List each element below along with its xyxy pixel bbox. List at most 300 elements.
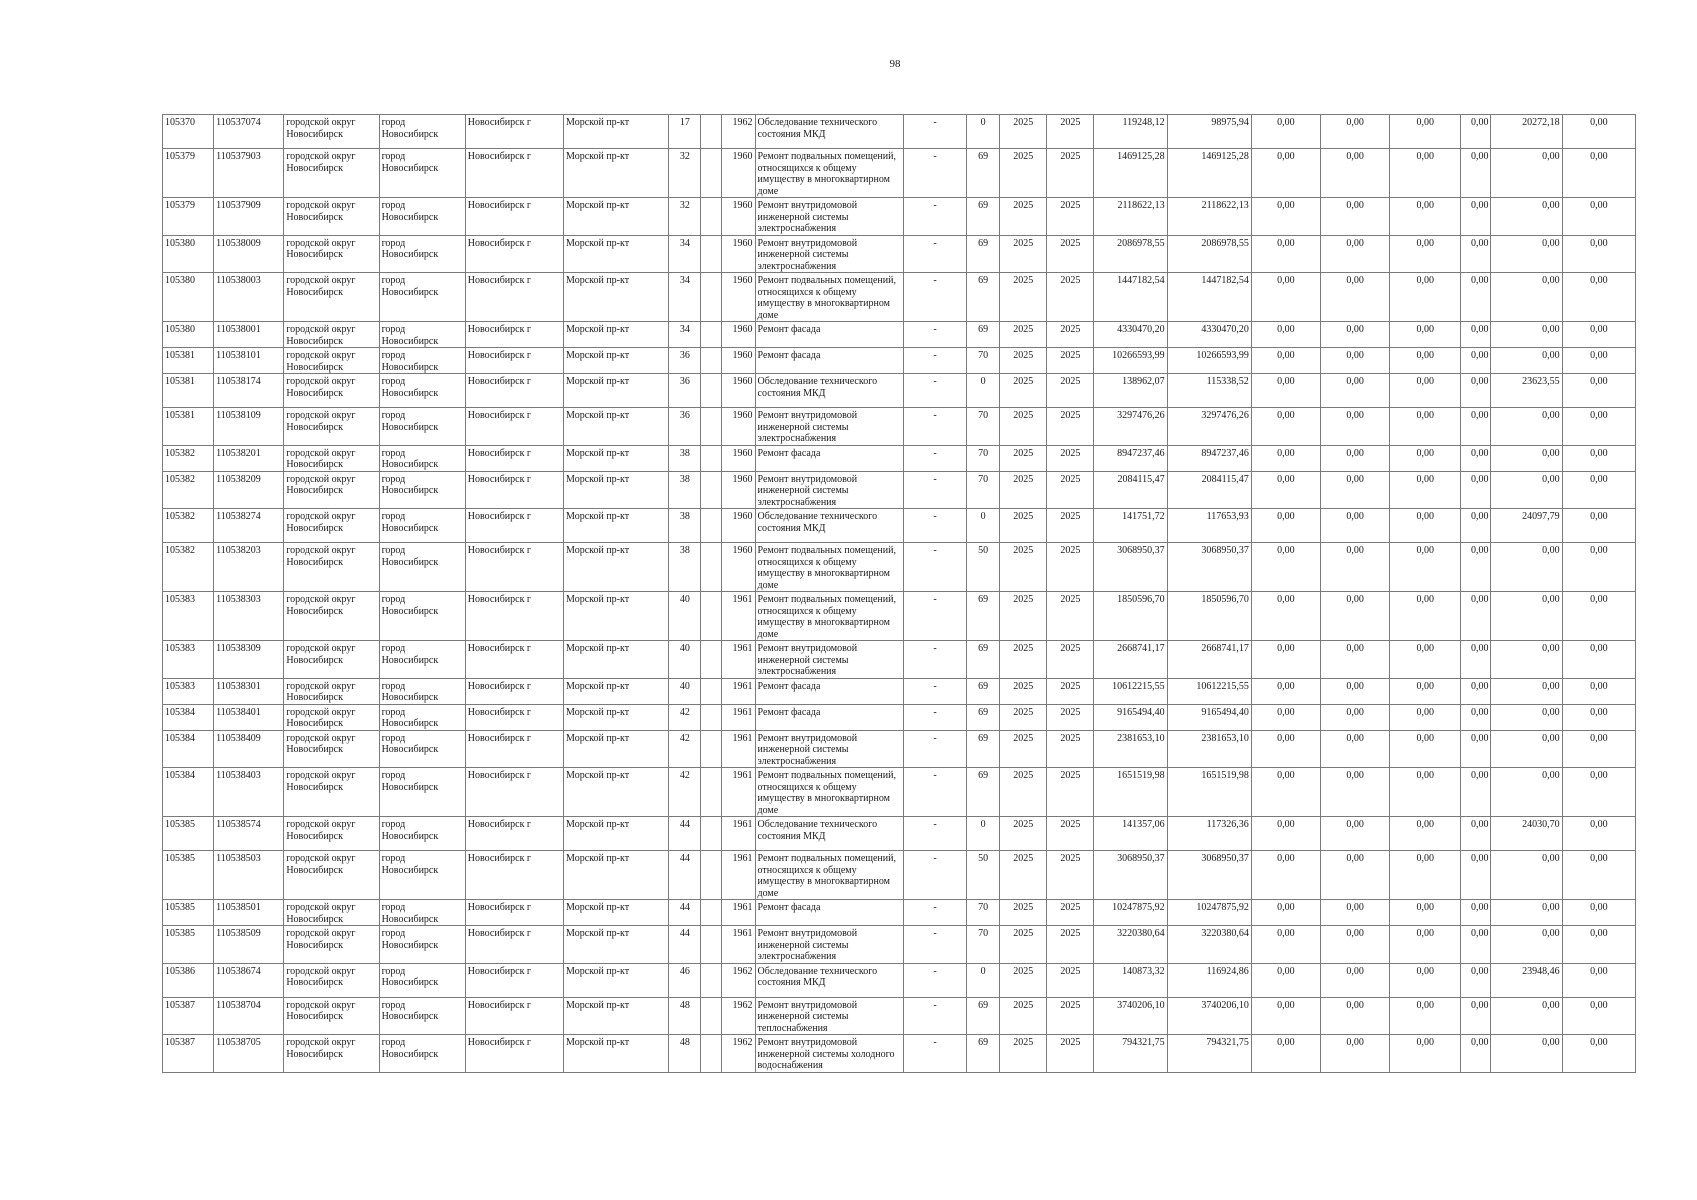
cell-city: Новосибирск г (465, 963, 563, 997)
cell-house-number: 36 (669, 408, 701, 446)
cell-federal-cost: 0,00 (1251, 509, 1320, 543)
cell-flag: - (903, 198, 966, 236)
cell-owners-cost: 0,00 (1491, 997, 1562, 1035)
cell-work-type: Ремонт подвальных помещений, относящихся к общему имуществу в многоквартирном доме (755, 273, 903, 322)
cell-city: Новосибирск г (465, 926, 563, 964)
cell-extra-cost: 0,00 (1562, 963, 1635, 997)
cell-work-type: Ремонт подвальных помещений, относящихся к общему имуществу в многоквартирном доме (755, 851, 903, 900)
cell-work-id: 110538401 (214, 704, 284, 730)
cell-regional-cost: 0,00 (1321, 963, 1390, 997)
cell-regional-cost: 0,00 (1321, 273, 1390, 322)
cell-fund-cost: 116924,86 (1167, 963, 1251, 997)
table-body (163, 115, 1636, 1073)
cell-year-end: 2025 (1047, 408, 1094, 446)
cell-city: Новосибирск г (465, 543, 563, 592)
cell-other-cost: 0,00 (1461, 348, 1491, 374)
table-row (163, 543, 1636, 592)
cell-house-number: 42 (669, 768, 701, 817)
cell-building (701, 730, 722, 768)
cell-fund-cost: 4330470,20 (1167, 322, 1251, 348)
cell-owners-cost: 0,00 (1491, 592, 1562, 641)
cell-wear-percent: 69 (967, 730, 1000, 768)
cell-city: Новосибирск г (465, 374, 563, 408)
cell-fund-cost: 3297476,26 (1167, 408, 1251, 446)
cell-building (701, 543, 722, 592)
cell-local-cost: 0,00 (1390, 851, 1461, 900)
cell-flag: - (903, 273, 966, 322)
cell-fund-cost: 10247875,92 (1167, 900, 1251, 926)
cell-wear-percent: 50 (967, 543, 1000, 592)
cell-city: Новосибирск г (465, 997, 563, 1035)
cell-row-id: 105381 (163, 408, 214, 446)
cell-owners-cost: 23623,55 (1491, 374, 1562, 408)
cell-municipal-district: городской округ Новосибирск (284, 900, 379, 926)
cell-local-cost: 0,00 (1390, 198, 1461, 236)
cell-house-number: 34 (669, 235, 701, 273)
cell-owners-cost: 0,00 (1491, 445, 1562, 471)
cell-settlement: город Новосибирск (379, 817, 465, 851)
cell-municipal-district: городской округ Новосибирск (284, 641, 379, 679)
cell-street: Морской пр-кт (564, 509, 669, 543)
cell-row-id: 105386 (163, 963, 214, 997)
cell-city: Новосибирск г (465, 115, 563, 149)
cell-work-type: Ремонт подвальных помещений, относящихся к общему имуществу в многоквартирном доме (755, 768, 903, 817)
cell-flag: - (903, 445, 966, 471)
cell-street: Морской пр-кт (564, 963, 669, 997)
cell-other-cost: 0,00 (1461, 198, 1491, 236)
cell-federal-cost: 0,00 (1251, 997, 1320, 1035)
cell-settlement: город Новосибирск (379, 273, 465, 322)
cell-year-start: 2025 (1000, 900, 1047, 926)
cell-build-year: 1960 (722, 322, 755, 348)
cell-year-start: 2025 (1000, 471, 1047, 509)
cell-fund-cost: 3740206,10 (1167, 997, 1251, 1035)
cell-year-end: 2025 (1047, 997, 1094, 1035)
cell-flag: - (903, 926, 966, 964)
table-row (163, 509, 1636, 543)
cell-year-end: 2025 (1047, 678, 1094, 704)
cell-wear-percent: 69 (967, 198, 1000, 236)
cell-work-id: 110538274 (214, 509, 284, 543)
cell-build-year: 1961 (722, 592, 755, 641)
cell-build-year: 1961 (722, 641, 755, 679)
cell-flag: - (903, 471, 966, 509)
cell-other-cost: 0,00 (1461, 704, 1491, 730)
cell-work-type: Ремонт подвальных помещений, относящихся к общему имуществу в многоквартирном доме (755, 149, 903, 198)
cell-settlement: город Новосибирск (379, 322, 465, 348)
cell-build-year: 1961 (722, 817, 755, 851)
cell-year-start: 2025 (1000, 926, 1047, 964)
cell-local-cost: 0,00 (1390, 149, 1461, 198)
cell-street: Морской пр-кт (564, 851, 669, 900)
cell-owners-cost: 0,00 (1491, 641, 1562, 679)
cell-settlement: город Новосибирск (379, 768, 465, 817)
cell-year-start: 2025 (1000, 445, 1047, 471)
cell-local-cost: 0,00 (1390, 768, 1461, 817)
cell-year-end: 2025 (1047, 322, 1094, 348)
cell-building (701, 509, 722, 543)
cell-total-cost: 2086978,55 (1094, 235, 1167, 273)
cell-local-cost: 0,00 (1390, 926, 1461, 964)
cell-build-year: 1960 (722, 471, 755, 509)
cell-owners-cost: 0,00 (1491, 198, 1562, 236)
cell-fund-cost: 9165494,40 (1167, 704, 1251, 730)
cell-house-number: 42 (669, 730, 701, 768)
cell-year-start: 2025 (1000, 592, 1047, 641)
cell-total-cost: 3740206,10 (1094, 997, 1167, 1035)
cell-year-end: 2025 (1047, 900, 1094, 926)
cell-federal-cost: 0,00 (1251, 408, 1320, 446)
cell-row-id: 105381 (163, 348, 214, 374)
cell-owners-cost: 0,00 (1491, 926, 1562, 964)
cell-row-id: 105370 (163, 115, 214, 149)
cell-build-year: 1961 (722, 851, 755, 900)
table-row (163, 678, 1636, 704)
cell-row-id: 105380 (163, 273, 214, 322)
cell-regional-cost: 0,00 (1321, 592, 1390, 641)
cell-wear-percent: 69 (967, 641, 1000, 679)
cell-city: Новосибирск г (465, 817, 563, 851)
cell-regional-cost: 0,00 (1321, 374, 1390, 408)
cell-flag: - (903, 374, 966, 408)
cell-wear-percent: 69 (967, 149, 1000, 198)
cell-work-id: 110538301 (214, 678, 284, 704)
cell-work-type: Ремонт внутридомовой инженерной системы теплоснабжения (755, 997, 903, 1035)
cell-federal-cost: 0,00 (1251, 730, 1320, 768)
cell-house-number: 32 (669, 149, 701, 198)
cell-building (701, 198, 722, 236)
table-row (163, 273, 1636, 322)
cell-flag: - (903, 641, 966, 679)
cell-other-cost: 0,00 (1461, 149, 1491, 198)
cell-regional-cost: 0,00 (1321, 198, 1390, 236)
cell-work-type: Ремонт внутридомовой инженерной системы электроснабжения (755, 471, 903, 509)
cell-local-cost: 0,00 (1390, 445, 1461, 471)
cell-work-id: 110538574 (214, 817, 284, 851)
cell-extra-cost: 0,00 (1562, 445, 1635, 471)
cell-work-type: Обследование технического состояния МКД (755, 963, 903, 997)
cell-municipal-district: городской округ Новосибирск (284, 273, 379, 322)
cell-year-start: 2025 (1000, 704, 1047, 730)
cell-total-cost: 3068950,37 (1094, 543, 1167, 592)
cell-street: Морской пр-кт (564, 348, 669, 374)
cell-build-year: 1962 (722, 997, 755, 1035)
cell-municipal-district: городской округ Новосибирск (284, 963, 379, 997)
cell-municipal-district: городской округ Новосибирск (284, 926, 379, 964)
cell-work-type: Ремонт внутридомовой инженерной системы холодного водоснабжения (755, 1035, 903, 1073)
cell-flag: - (903, 730, 966, 768)
cell-other-cost: 0,00 (1461, 115, 1491, 149)
cell-row-id: 105385 (163, 851, 214, 900)
cell-regional-cost: 0,00 (1321, 115, 1390, 149)
cell-municipal-district: городской округ Новосибирск (284, 374, 379, 408)
cell-street: Морской пр-кт (564, 817, 669, 851)
cell-work-type: Ремонт внутридомовой инженерной системы электроснабжения (755, 408, 903, 446)
cell-street: Морской пр-кт (564, 730, 669, 768)
cell-owners-cost: 0,00 (1491, 704, 1562, 730)
cell-regional-cost: 0,00 (1321, 348, 1390, 374)
cell-work-type: Ремонт внутридомовой инженерной системы электроснабжения (755, 235, 903, 273)
cell-settlement: город Новосибирск (379, 445, 465, 471)
cell-wear-percent: 70 (967, 471, 1000, 509)
cell-row-id: 105384 (163, 704, 214, 730)
cell-settlement: город Новосибирск (379, 408, 465, 446)
cell-year-start: 2025 (1000, 322, 1047, 348)
cell-extra-cost: 0,00 (1562, 592, 1635, 641)
cell-total-cost: 4330470,20 (1094, 322, 1167, 348)
cell-work-id: 110538309 (214, 641, 284, 679)
table-row (163, 592, 1636, 641)
cell-work-type: Ремонт внутридомовой инженерной системы электроснабжения (755, 641, 903, 679)
cell-year-end: 2025 (1047, 348, 1094, 374)
cell-year-end: 2025 (1047, 851, 1094, 900)
cell-city: Новосибирск г (465, 592, 563, 641)
cell-municipal-district: городской округ Новосибирск (284, 471, 379, 509)
cell-regional-cost: 0,00 (1321, 817, 1390, 851)
cell-regional-cost: 0,00 (1321, 543, 1390, 592)
cell-work-id: 110537903 (214, 149, 284, 198)
cell-year-start: 2025 (1000, 543, 1047, 592)
cell-building (701, 768, 722, 817)
cell-year-end: 2025 (1047, 641, 1094, 679)
cell-settlement: город Новосибирск (379, 1035, 465, 1073)
cell-year-start: 2025 (1000, 509, 1047, 543)
cell-federal-cost: 0,00 (1251, 592, 1320, 641)
cell-local-cost: 0,00 (1390, 678, 1461, 704)
cell-year-start: 2025 (1000, 198, 1047, 236)
cell-local-cost: 0,00 (1390, 374, 1461, 408)
cell-work-id: 110538409 (214, 730, 284, 768)
cell-owners-cost: 0,00 (1491, 851, 1562, 900)
cell-work-id: 110538174 (214, 374, 284, 408)
cell-row-id: 105380 (163, 235, 214, 273)
cell-building (701, 926, 722, 964)
cell-work-id: 110538705 (214, 1035, 284, 1073)
cell-settlement: город Новосибирск (379, 926, 465, 964)
cell-work-id: 110538203 (214, 543, 284, 592)
cell-street: Морской пр-кт (564, 704, 669, 730)
cell-building (701, 704, 722, 730)
cell-total-cost: 1469125,28 (1094, 149, 1167, 198)
cell-house-number: 48 (669, 1035, 701, 1073)
cell-other-cost: 0,00 (1461, 543, 1491, 592)
cell-extra-cost: 0,00 (1562, 273, 1635, 322)
cell-extra-cost: 0,00 (1562, 115, 1635, 149)
cell-municipal-district: городской округ Новосибирск (284, 115, 379, 149)
cell-year-start: 2025 (1000, 963, 1047, 997)
table-row (163, 704, 1636, 730)
cell-building (701, 115, 722, 149)
cell-other-cost: 0,00 (1461, 641, 1491, 679)
cell-federal-cost: 0,00 (1251, 641, 1320, 679)
cell-house-number: 32 (669, 198, 701, 236)
cell-work-id: 110538101 (214, 348, 284, 374)
cell-house-number: 40 (669, 641, 701, 679)
cell-regional-cost: 0,00 (1321, 1035, 1390, 1073)
cell-building (701, 235, 722, 273)
cell-owners-cost: 23948,46 (1491, 963, 1562, 997)
cell-city: Новосибирск г (465, 149, 563, 198)
cell-settlement: город Новосибирск (379, 115, 465, 149)
cell-row-id: 105382 (163, 445, 214, 471)
cell-work-id: 110538403 (214, 768, 284, 817)
cell-street: Морской пр-кт (564, 471, 669, 509)
cell-year-start: 2025 (1000, 817, 1047, 851)
cell-local-cost: 0,00 (1390, 543, 1461, 592)
cell-extra-cost: 0,00 (1562, 322, 1635, 348)
cell-fund-cost: 2381653,10 (1167, 730, 1251, 768)
cell-total-cost: 2118622,13 (1094, 198, 1167, 236)
cell-year-end: 2025 (1047, 149, 1094, 198)
cell-total-cost: 119248,12 (1094, 115, 1167, 149)
cell-wear-percent: 0 (967, 509, 1000, 543)
cell-building (701, 997, 722, 1035)
cell-extra-cost: 0,00 (1562, 997, 1635, 1035)
cell-regional-cost: 0,00 (1321, 445, 1390, 471)
cell-federal-cost: 0,00 (1251, 235, 1320, 273)
cell-owners-cost: 0,00 (1491, 730, 1562, 768)
cell-fund-cost: 2086978,55 (1167, 235, 1251, 273)
cell-local-cost: 0,00 (1390, 348, 1461, 374)
cell-federal-cost: 0,00 (1251, 149, 1320, 198)
cell-municipal-district: городской округ Новосибирск (284, 235, 379, 273)
cell-local-cost: 0,00 (1390, 273, 1461, 322)
cell-row-id: 105384 (163, 768, 214, 817)
cell-work-type: Ремонт внутридомовой инженерной системы электроснабжения (755, 730, 903, 768)
cell-year-start: 2025 (1000, 273, 1047, 322)
cell-building (701, 592, 722, 641)
cell-work-type: Ремонт подвальных помещений, относящихся к общему имуществу в многоквартирном доме (755, 592, 903, 641)
cell-street: Морской пр-кт (564, 926, 669, 964)
cell-build-year: 1960 (722, 235, 755, 273)
cell-house-number: 44 (669, 851, 701, 900)
cell-building (701, 348, 722, 374)
cell-year-end: 2025 (1047, 509, 1094, 543)
cell-city: Новосибирск г (465, 235, 563, 273)
cell-wear-percent: 70 (967, 408, 1000, 446)
cell-building (701, 149, 722, 198)
cell-build-year: 1961 (722, 704, 755, 730)
cell-work-type: Обследование технического состояния МКД (755, 817, 903, 851)
table-row (163, 1035, 1636, 1073)
cell-other-cost: 0,00 (1461, 509, 1491, 543)
cell-federal-cost: 0,00 (1251, 348, 1320, 374)
cell-federal-cost: 0,00 (1251, 900, 1320, 926)
cell-work-type: Обследование технического состояния МКД (755, 115, 903, 149)
table-row (163, 235, 1636, 273)
cell-flag: - (903, 704, 966, 730)
cell-settlement: город Новосибирск (379, 678, 465, 704)
cell-federal-cost: 0,00 (1251, 963, 1320, 997)
table-row (163, 198, 1636, 236)
cell-regional-cost: 0,00 (1321, 900, 1390, 926)
cell-owners-cost: 0,00 (1491, 322, 1562, 348)
cell-house-number: 34 (669, 322, 701, 348)
cell-federal-cost: 0,00 (1251, 851, 1320, 900)
cell-work-type: Ремонт фасада (755, 704, 903, 730)
cell-street: Морской пр-кт (564, 543, 669, 592)
cell-house-number: 44 (669, 926, 701, 964)
cell-build-year: 1962 (722, 1035, 755, 1073)
table-row (163, 900, 1636, 926)
cell-local-cost: 0,00 (1390, 997, 1461, 1035)
cell-total-cost: 3220380,64 (1094, 926, 1167, 964)
cell-street: Морской пр-кт (564, 115, 669, 149)
cell-wear-percent: 0 (967, 963, 1000, 997)
cell-build-year: 1960 (722, 273, 755, 322)
cell-settlement: город Новосибирск (379, 900, 465, 926)
table-row (163, 926, 1636, 964)
cell-total-cost: 2668741,17 (1094, 641, 1167, 679)
cell-municipal-district: городской округ Новосибирск (284, 592, 379, 641)
cell-wear-percent: 69 (967, 997, 1000, 1035)
cell-house-number: 38 (669, 471, 701, 509)
cell-other-cost: 0,00 (1461, 322, 1491, 348)
cell-street: Морской пр-кт (564, 900, 669, 926)
cell-total-cost: 1850596,70 (1094, 592, 1167, 641)
table-row (163, 115, 1636, 149)
cell-fund-cost: 1469125,28 (1167, 149, 1251, 198)
cell-other-cost: 0,00 (1461, 900, 1491, 926)
cell-flag: - (903, 348, 966, 374)
cell-building (701, 817, 722, 851)
cell-year-start: 2025 (1000, 235, 1047, 273)
cell-regional-cost: 0,00 (1321, 926, 1390, 964)
cell-building (701, 374, 722, 408)
cell-owners-cost: 0,00 (1491, 678, 1562, 704)
cell-row-id: 105383 (163, 678, 214, 704)
cell-other-cost: 0,00 (1461, 817, 1491, 851)
cell-city: Новосибирск г (465, 509, 563, 543)
cell-city: Новосибирск г (465, 348, 563, 374)
cell-total-cost: 1651519,98 (1094, 768, 1167, 817)
cell-street: Морской пр-кт (564, 641, 669, 679)
cell-total-cost: 9165494,40 (1094, 704, 1167, 730)
cell-row-id: 105381 (163, 374, 214, 408)
cell-work-id: 110538501 (214, 900, 284, 926)
cell-owners-cost: 0,00 (1491, 273, 1562, 322)
cell-fund-cost: 3220380,64 (1167, 926, 1251, 964)
cell-other-cost: 0,00 (1461, 963, 1491, 997)
cell-settlement: город Новосибирск (379, 348, 465, 374)
cell-regional-cost: 0,00 (1321, 730, 1390, 768)
cell-flag: - (903, 322, 966, 348)
cell-build-year: 1960 (722, 149, 755, 198)
capital-repair-table (162, 114, 1636, 1073)
cell-regional-cost: 0,00 (1321, 235, 1390, 273)
table-row (163, 817, 1636, 851)
cell-owners-cost: 0,00 (1491, 348, 1562, 374)
cell-wear-percent: 70 (967, 445, 1000, 471)
cell-regional-cost: 0,00 (1321, 678, 1390, 704)
cell-extra-cost: 0,00 (1562, 900, 1635, 926)
cell-fund-cost: 794321,75 (1167, 1035, 1251, 1073)
cell-year-start: 2025 (1000, 149, 1047, 198)
cell-year-start: 2025 (1000, 851, 1047, 900)
cell-work-type: Обследование технического состояния МКД (755, 374, 903, 408)
cell-fund-cost: 117326,36 (1167, 817, 1251, 851)
cell-settlement: город Новосибирск (379, 592, 465, 641)
cell-federal-cost: 0,00 (1251, 322, 1320, 348)
cell-row-id: 105385 (163, 900, 214, 926)
cell-build-year: 1960 (722, 198, 755, 236)
cell-fund-cost: 98975,94 (1167, 115, 1251, 149)
cell-extra-cost: 0,00 (1562, 471, 1635, 509)
cell-house-number: 46 (669, 963, 701, 997)
table-row (163, 851, 1636, 900)
cell-wear-percent: 69 (967, 273, 1000, 322)
cell-build-year: 1960 (722, 445, 755, 471)
